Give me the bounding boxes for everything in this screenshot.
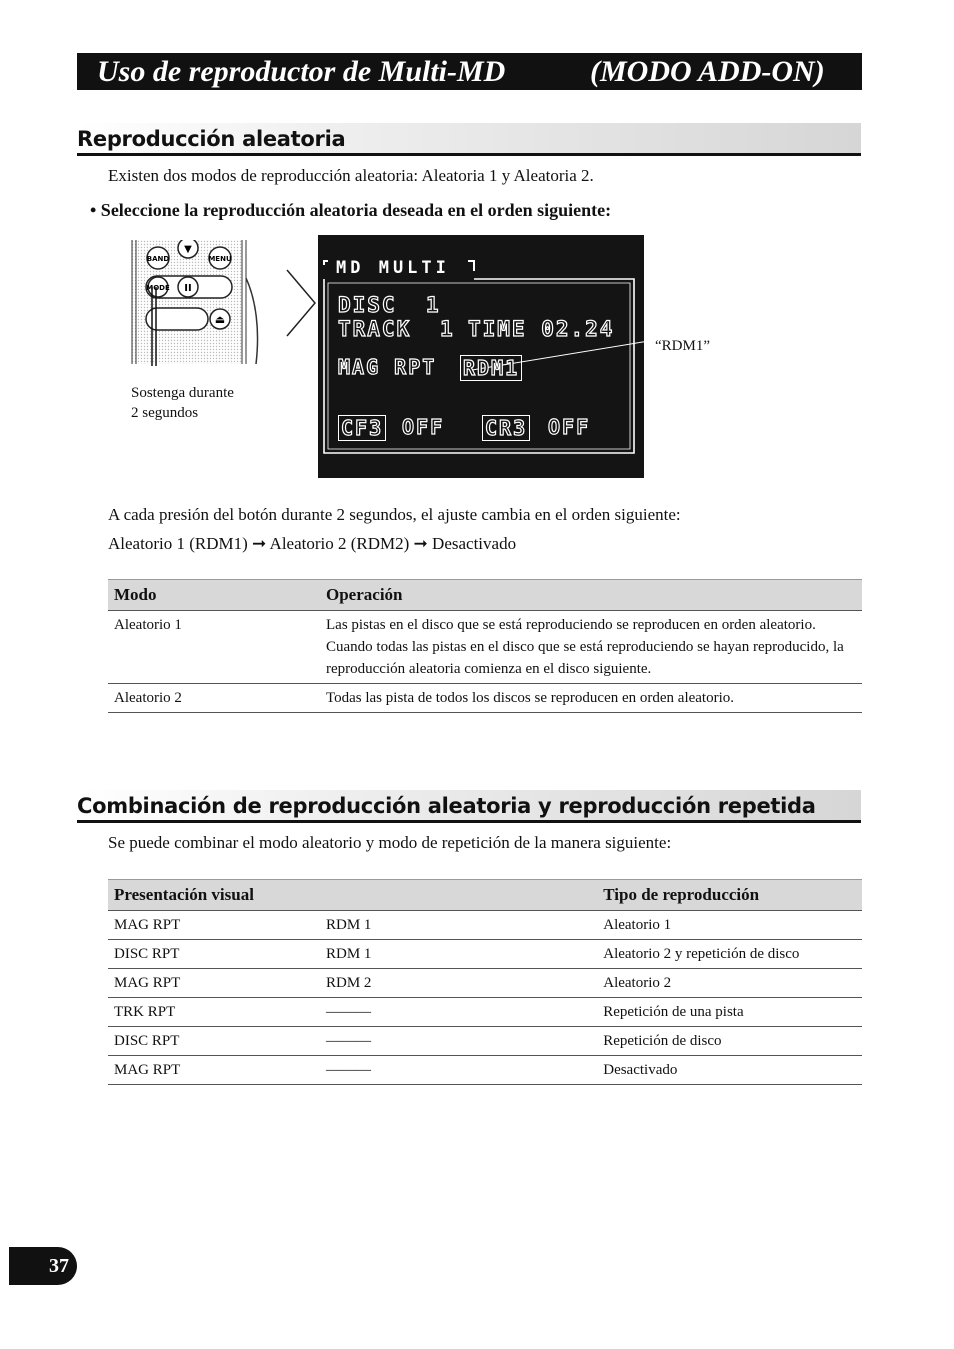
table-header-row [108, 580, 862, 611]
combination-table [108, 879, 862, 1085]
col-tipo: Tipo de reproducción [597, 880, 862, 911]
cell-type: Aleatorio 2 [597, 969, 862, 998]
cell-display: MAG RPT [108, 911, 320, 940]
cell-rdm: RDM 2 [320, 969, 597, 998]
lcd-disc: DISC 1 [338, 293, 441, 317]
col-presentacion: Presentación visual [108, 880, 597, 911]
table-header-row [108, 880, 862, 911]
cell-display: MAG RPT [108, 1056, 320, 1085]
lcd-mag-rpt: MAG RPT [338, 355, 437, 379]
remote-illustration [128, 240, 260, 366]
cell-operation: Las pistas en el disco que se está reproduciendo se reproducen en orden aleatorio. Cuando todas las pistas en el disco que se está reproduciendo se hayan reproducido, la reproducción aleatoria comienza en el disco siguiente. [320, 611, 862, 684]
cell-display: TRK RPT [108, 998, 320, 1027]
page-title-bar [77, 53, 862, 90]
section-heading-text: Reproducción aleatoria [77, 127, 346, 151]
pointer-arrow-icon [284, 268, 318, 338]
random-mode-table [108, 579, 862, 713]
eject-icon: ⏏ [214, 313, 226, 326]
cell-mode: Aleatorio 2 [108, 684, 320, 713]
intro-text-2: Se puede combinar el modo aleatorio y modo de repetición de la manera siguiente: [108, 833, 672, 852]
table-row [108, 1056, 862, 1085]
band-button: BAND [146, 255, 170, 263]
table-row [108, 998, 862, 1027]
cell-operation: Todas las pista de todos los discos se reproducen en orden aleatorio. [320, 684, 862, 713]
table-row [108, 969, 862, 998]
lcd-display [318, 235, 644, 478]
cell-display: DISC RPT [108, 1027, 320, 1056]
col-operacion: Operación [320, 580, 862, 611]
table-row [108, 911, 862, 940]
lcd-track: TRACK [338, 317, 412, 341]
cell-rdm: RDM 1 [320, 911, 597, 940]
lcd-track-num: 1 [440, 317, 455, 341]
caption-line2: 2 segundos [131, 405, 199, 421]
cell-display: DISC RPT [108, 940, 320, 969]
remote-caption [131, 383, 234, 423]
lcd-cf3: CF3 [338, 415, 386, 441]
sequence-text: Aleatorio 1 (RDM1) ➞ Aleatorio 2 (RDM2) ➞ Desactivado [108, 534, 517, 553]
cell-display: MAG RPT [108, 969, 320, 998]
section-heading-random [77, 123, 861, 156]
cell-rdm: ——— [320, 1027, 597, 1056]
page-title-mode: (MODO ADD-ON) [590, 55, 825, 88]
lcd-off-2: OFF [548, 415, 591, 439]
lcd-off-1: OFF [402, 415, 445, 439]
table-row [108, 1027, 862, 1056]
cell-rdm: ——— [320, 998, 597, 1027]
section-heading-text: Combinación de reproducción aleatoria y reproducción repetida [77, 794, 816, 818]
page-number [9, 1247, 77, 1285]
note-text: A cada presión del botón durante 2 segundos, el ajuste cambia en el orden siguiente: [108, 505, 681, 524]
intro-text: Existen dos modos de reproducción aleatoria: Aleatoria 1 y Aleatoria 2. [108, 166, 594, 185]
cell-mode: Aleatorio 1 [108, 611, 320, 684]
caption-line1: Sostenga durante [131, 385, 234, 401]
pause-icon: II [184, 283, 192, 294]
lcd-rdm1: RDM1 [460, 355, 522, 381]
cell-rdm: ——— [320, 1056, 597, 1085]
menu-button: MENU [208, 255, 232, 263]
table-row [108, 940, 862, 969]
mode-button: MODE [146, 284, 170, 292]
table-row [108, 611, 862, 684]
cell-type: Desactivado [597, 1056, 862, 1085]
table-row [108, 684, 862, 713]
cell-type: Aleatorio 1 [597, 911, 862, 940]
cell-type: Repetición de una pista [597, 998, 862, 1027]
cell-type: Aleatorio 2 y repetición de disco [597, 940, 862, 969]
cell-rdm: RDM 1 [320, 940, 597, 969]
page-title: Uso de reproductor de Multi-MD [97, 55, 506, 88]
lcd-header: MD MULTI [336, 258, 450, 278]
cell-type: Repetición de disco [597, 1027, 862, 1056]
down-arrow-icon: ▼ [184, 244, 192, 255]
col-modo: Modo [108, 580, 320, 611]
lcd-cr3: CR3 [482, 415, 530, 441]
instruction-bullet: • Seleccione la reproducción aleatoria deseada en el orden siguiente: [90, 200, 612, 220]
rdm1-callout: “RDM1” [655, 338, 710, 354]
page-number-text: 37 [49, 1255, 69, 1277]
lcd-time: TIME 02.24 [468, 317, 615, 341]
section-heading-combination [77, 790, 861, 823]
